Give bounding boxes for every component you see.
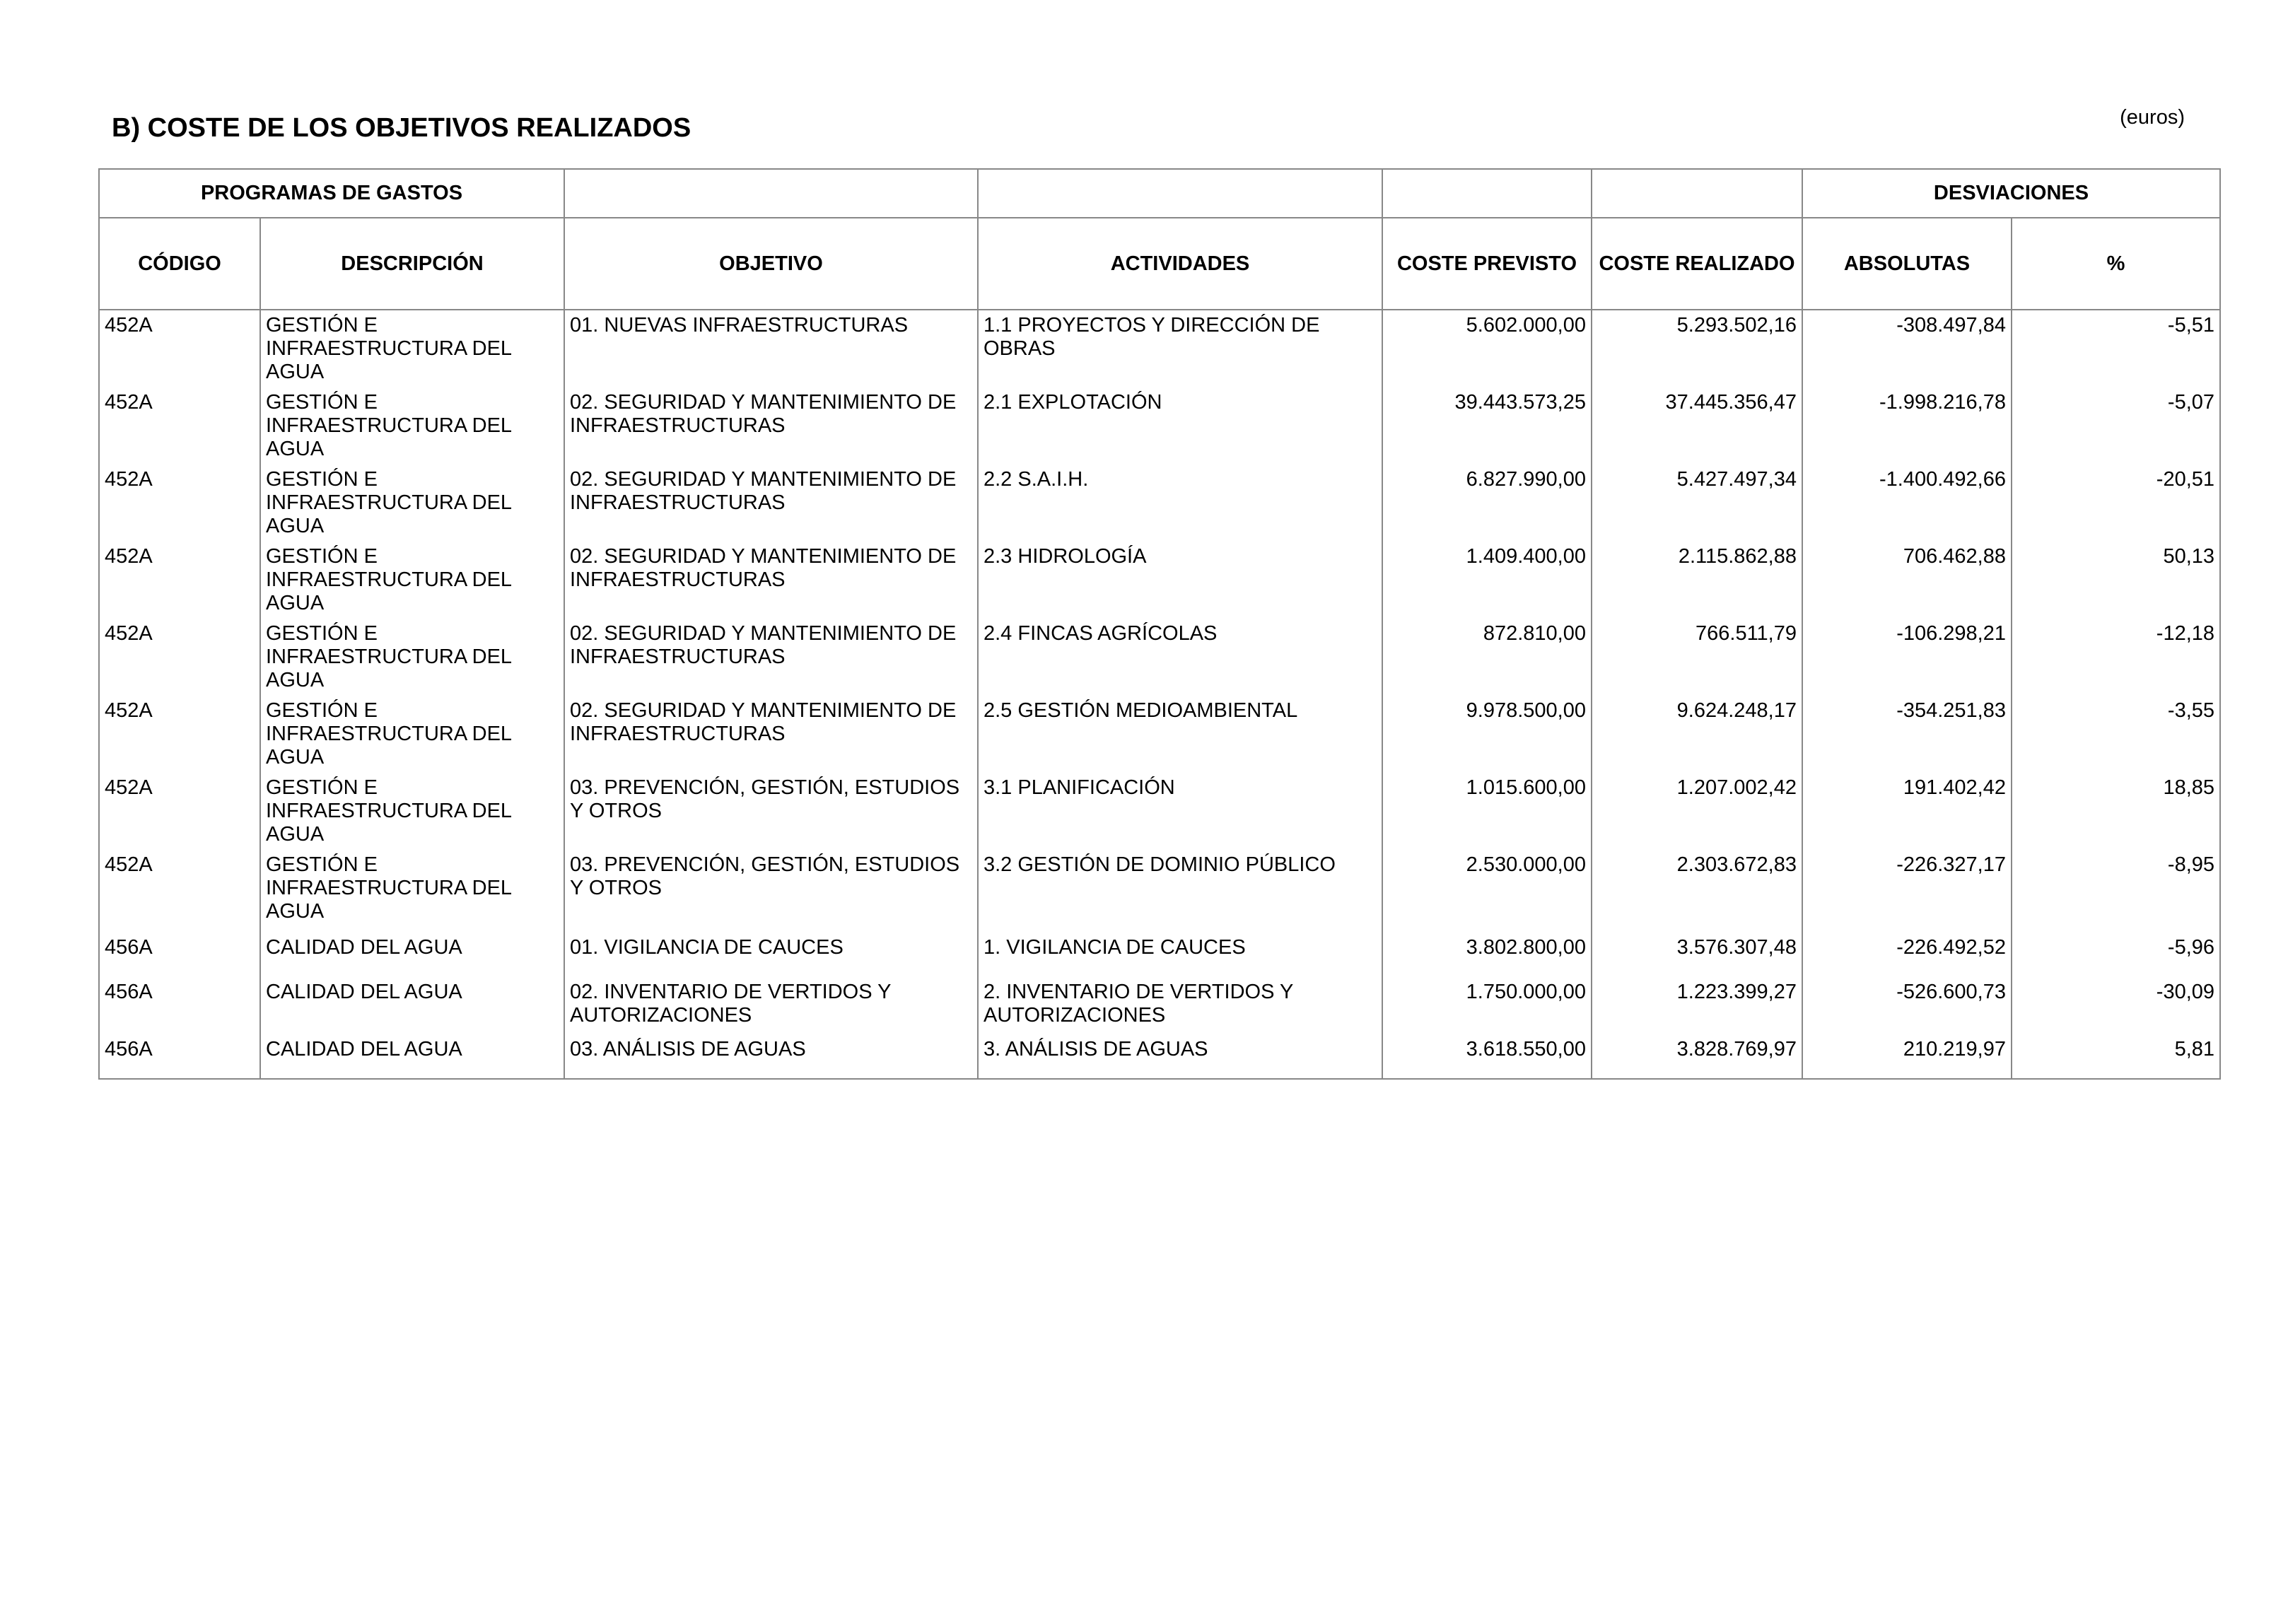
cell-coste-previsto: 1.015.600,00 [1382, 773, 1592, 850]
group-header-empty [1382, 169, 1592, 218]
cell-descripcion: CALIDAD DEL AGUA [260, 933, 564, 977]
cell-actividades: 3.1 PLANIFICACIÓN [978, 773, 1382, 850]
cell-coste-realizado: 3.828.769,97 [1592, 1034, 1802, 1079]
cell-objetivo: 01. NUEVAS INFRAESTRUCTURAS [564, 310, 978, 387]
page-title: B) COSTE DE LOS OBJETIVOS REALIZADOS [112, 113, 691, 143]
cell-codigo: 452A [99, 696, 260, 773]
table-row [99, 1034, 2220, 1079]
column-header-coste-realizado: COSTE REALIZADO [1592, 218, 1802, 310]
column-header-absolutas: ABSOLUTAS [1802, 218, 2012, 310]
cell-coste-realizado: 3.576.307,48 [1592, 933, 1802, 977]
cell-porcentaje: -12,18 [2012, 619, 2220, 696]
cell-actividades: 2.2 S.A.I.H. [978, 465, 1382, 542]
table-row [99, 773, 2220, 850]
cell-coste-previsto: 2.530.000,00 [1382, 850, 1592, 933]
cell-objetivo: 02. SEGURIDAD Y MANTENIMIENTO DE INFRAESTRUCTURAS [564, 619, 978, 696]
cell-objetivo: 02. INVENTARIO DE VERTIDOS Y AUTORIZACIONES [564, 977, 978, 1034]
column-header-coste-previsto: COSTE PREVISTO [1382, 218, 1592, 310]
cell-descripcion: GESTIÓN E INFRAESTRUCTURA DEL AGUA [260, 696, 564, 773]
cell-coste-previsto: 872.810,00 [1382, 619, 1592, 696]
cell-codigo: 452A [99, 310, 260, 387]
cell-porcentaje: 50,13 [2012, 542, 2220, 619]
column-header-objetivo: OBJETIVO [564, 218, 978, 310]
cell-actividades: 2.3 HIDROLOGÍA [978, 542, 1382, 619]
cell-codigo: 456A [99, 1034, 260, 1079]
cell-objetivo: 03. ANÁLISIS DE AGUAS [564, 1034, 978, 1079]
cell-coste-previsto: 5.602.000,00 [1382, 310, 1592, 387]
cell-absolutas: -1.998.216,78 [1802, 387, 2012, 465]
cell-actividades: 2. INVENTARIO DE VERTIDOS Y AUTORIZACIONES [978, 977, 1382, 1034]
table-row [99, 850, 2220, 933]
cell-objetivo: 03. PREVENCIÓN, GESTIÓN, ESTUDIOS Y OTROS [564, 850, 978, 933]
cell-coste-previsto: 3.618.550,00 [1382, 1034, 1592, 1079]
cell-descripcion: GESTIÓN E INFRAESTRUCTURA DEL AGUA [260, 850, 564, 933]
cell-absolutas: -106.298,21 [1802, 619, 2012, 696]
cell-coste-realizado: 1.223.399,27 [1592, 977, 1802, 1034]
cell-absolutas: -526.600,73 [1802, 977, 2012, 1034]
table-row [99, 465, 2220, 542]
column-header-row [99, 218, 2220, 310]
table-row [99, 977, 2220, 1034]
group-header-empty [978, 169, 1382, 218]
cell-porcentaje: 5,81 [2012, 1034, 2220, 1079]
cell-objetivo: 02. SEGURIDAD Y MANTENIMIENTO DE INFRAESTRUCTURAS [564, 542, 978, 619]
cell-codigo: 452A [99, 465, 260, 542]
cell-absolutas: -226.327,17 [1802, 850, 2012, 933]
cell-actividades: 3.2 GESTIÓN DE DOMINIO PÚBLICO [978, 850, 1382, 933]
table-row [99, 696, 2220, 773]
cell-absolutas: 191.402,42 [1802, 773, 2012, 850]
group-header-empty [564, 169, 978, 218]
cell-coste-previsto: 39.443.573,25 [1382, 387, 1592, 465]
group-header-empty [1592, 169, 1802, 218]
cell-porcentaje: -8,95 [2012, 850, 2220, 933]
cell-coste-realizado: 37.445.356,47 [1592, 387, 1802, 465]
cell-objetivo: 02. SEGURIDAD Y MANTENIMIENTO DE INFRAESTRUCTURAS [564, 387, 978, 465]
cell-coste-realizado: 766.511,79 [1592, 619, 1802, 696]
cell-absolutas: -308.497,84 [1802, 310, 2012, 387]
table-row [99, 542, 2220, 619]
group-header-desviaciones: DESVIACIONES [1802, 169, 2220, 218]
cell-coste-realizado: 2.303.672,83 [1592, 850, 1802, 933]
cost-table [98, 168, 2221, 1080]
cell-codigo: 452A [99, 542, 260, 619]
cell-porcentaje: -5,51 [2012, 310, 2220, 387]
cell-coste-realizado: 2.115.862,88 [1592, 542, 1802, 619]
cell-descripcion: GESTIÓN E INFRAESTRUCTURA DEL AGUA [260, 310, 564, 387]
cell-porcentaje: 18,85 [2012, 773, 2220, 850]
cell-coste-realizado: 9.624.248,17 [1592, 696, 1802, 773]
cell-codigo: 452A [99, 619, 260, 696]
cell-porcentaje: -3,55 [2012, 696, 2220, 773]
cell-actividades: 1. VIGILANCIA DE CAUCES [978, 933, 1382, 977]
cell-actividades: 2.1 EXPLOTACIÓN [978, 387, 1382, 465]
table-row [99, 933, 2220, 977]
cell-objetivo: 01. VIGILANCIA DE CAUCES [564, 933, 978, 977]
column-header-porcentaje: % [2012, 218, 2220, 310]
table-header [99, 169, 2220, 310]
cell-coste-previsto: 6.827.990,00 [1382, 465, 1592, 542]
cell-absolutas: 706.462,88 [1802, 542, 2012, 619]
cell-descripcion: GESTIÓN E INFRAESTRUCTURA DEL AGUA [260, 773, 564, 850]
cell-coste-previsto: 1.750.000,00 [1382, 977, 1592, 1034]
cell-porcentaje: -30,09 [2012, 977, 2220, 1034]
cell-porcentaje: -5,07 [2012, 387, 2220, 465]
column-header-codigo: CÓDIGO [99, 218, 260, 310]
cell-coste-previsto: 1.409.400,00 [1382, 542, 1592, 619]
group-header-row [99, 169, 2220, 218]
cell-porcentaje: -5,96 [2012, 933, 2220, 977]
table-row [99, 387, 2220, 465]
cell-descripcion: GESTIÓN E INFRAESTRUCTURA DEL AGUA [260, 542, 564, 619]
cell-coste-realizado: 1.207.002,42 [1592, 773, 1802, 850]
table-row [99, 310, 2220, 387]
cell-objetivo: 03. PREVENCIÓN, GESTIÓN, ESTUDIOS Y OTROS [564, 773, 978, 850]
cell-descripcion: GESTIÓN E INFRAESTRUCTURA DEL AGUA [260, 465, 564, 542]
cell-absolutas: -1.400.492,66 [1802, 465, 2012, 542]
cell-coste-realizado: 5.293.502,16 [1592, 310, 1802, 387]
cell-descripcion: GESTIÓN E INFRAESTRUCTURA DEL AGUA [260, 387, 564, 465]
cell-codigo: 456A [99, 977, 260, 1034]
cell-descripcion: GESTIÓN E INFRAESTRUCTURA DEL AGUA [260, 619, 564, 696]
cell-descripcion: CALIDAD DEL AGUA [260, 1034, 564, 1079]
cell-coste-previsto: 3.802.800,00 [1382, 933, 1592, 977]
cell-objetivo: 02. SEGURIDAD Y MANTENIMIENTO DE INFRAESTRUCTURAS [564, 465, 978, 542]
cell-descripcion: CALIDAD DEL AGUA [260, 977, 564, 1034]
units-label: (euros) [2120, 106, 2185, 129]
cell-absolutas: -354.251,83 [1802, 696, 2012, 773]
cell-codigo: 456A [99, 933, 260, 977]
cell-codigo: 452A [99, 387, 260, 465]
cell-actividades: 2.5 GESTIÓN MEDIOAMBIENTAL [978, 696, 1382, 773]
cell-codigo: 452A [99, 773, 260, 850]
column-header-actividades: ACTIVIDADES [978, 218, 1382, 310]
group-header-programas: PROGRAMAS DE GASTOS [99, 169, 564, 218]
cell-absolutas: 210.219,97 [1802, 1034, 2012, 1079]
table-row [99, 619, 2220, 696]
cell-actividades: 1.1 PROYECTOS Y DIRECCIÓN DE OBRAS [978, 310, 1382, 387]
cell-actividades: 2.4 FINCAS AGRÍCOLAS [978, 619, 1382, 696]
cell-actividades: 3. ANÁLISIS DE AGUAS [978, 1034, 1382, 1079]
cost-table-container [98, 168, 2219, 1080]
cell-porcentaje: -20,51 [2012, 465, 2220, 542]
column-header-descripcion: DESCRIPCIÓN [260, 218, 564, 310]
cell-codigo: 452A [99, 850, 260, 933]
cell-objetivo: 02. SEGURIDAD Y MANTENIMIENTO DE INFRAESTRUCTURAS [564, 696, 978, 773]
cell-absolutas: -226.492,52 [1802, 933, 2012, 977]
table-body [99, 310, 2220, 1079]
cell-coste-realizado: 5.427.497,34 [1592, 465, 1802, 542]
cell-coste-previsto: 9.978.500,00 [1382, 696, 1592, 773]
